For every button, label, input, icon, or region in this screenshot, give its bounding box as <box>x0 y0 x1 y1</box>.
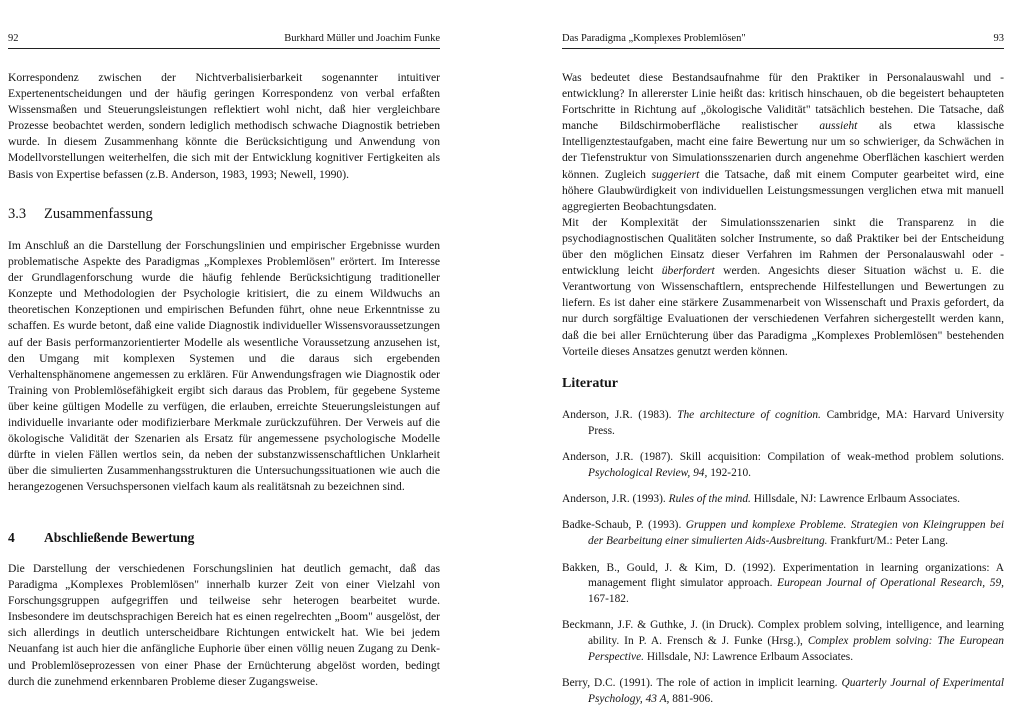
reference-text: Anderson, J.R. (1987). Skill acquisition: Compilation of weak-method problem solutions. <box>562 451 1004 464</box>
paragraph-complexity <box>562 215 1004 360</box>
reference-publisher: Frankfurt/M.: Peter Lang. <box>827 535 949 548</box>
reference-publisher: 881-906. <box>669 693 714 706</box>
reference-text: Beckmann, J.F. & Guthke, J. (in Druck). Complex problem solving, intelligence, and learning ability. In P. A. Frensch & J. Funke (Hrsg.), <box>562 619 1004 648</box>
reference-item <box>562 492 1004 508</box>
reference-title: The architecture of cognition. <box>677 409 821 421</box>
reference-text: Anderson, J.R. (1983). <box>562 409 678 421</box>
literature-heading: Literatur <box>562 376 618 391</box>
section-title-3-3: Zusammenfassung <box>44 206 153 222</box>
section-3-3 <box>8 206 440 223</box>
section-heading-4 <box>8 530 440 546</box>
section-number-3-3: 3.3 <box>8 206 27 222</box>
section-4-body: Die Darstellung der verschiedenen Forschungslinien hat deutlich gemacht, daß das Paradigma „Komplexes Problemlösen" innerhalb kurzer Zeit von einer Vielzahl von Forschungsgruppen aufgegriffen und teilweise sehr heterogen bearbeitet wurde. Insbesondere im deutschsprachigen Bereich hat es einen regelrechten „Boom" ausgelöst, der sich allerdings in deutlich unterscheidbare Richtungen entwickelt hat. Wie bei jedem Neuanfang ist auch hier die anfängliche Euphorie über einen völlig neuen Zugang zu Denk- und Problemlöseprozessen von einer Phase der Ernüchterung abgelöst worden, bedingt durch die zunehmend erkennbaren Probleme dieser Zugangsweise. <box>8 562 440 688</box>
section-4-body-block <box>8 561 440 690</box>
section-number-4: 4 <box>8 530 15 545</box>
reference-publisher: Hillsdale, NJ: Lawrence Erlbaum Associates. <box>750 493 960 506</box>
reference-item <box>562 618 1004 665</box>
right-body-block <box>562 70 1004 360</box>
section-3-3-body-block <box>8 238 440 496</box>
reference-text: Anderson, J.R. (1993). <box>562 493 669 506</box>
section-3-3-body: Im Anschluß an die Darstellung der Forschungslinien und empirischer Ergebnisse wurden problematische Aspekte des Paradigmas „Komplexes Problemlösen" erörtert. Im Interesse der Grundlagenforschung wurde die häufig fehlende Berücksichtigung traditioneller Konzepte und Methodologien der Psychologie kritisiert, die zu einem Wildwuchs an theoretischen Konzeptionen und empirischen Befunden führt, ohne neue Erkenntnisse zu schaffen. Es wurde betont, daß eine valide Diagnostik individueller Wissensvoraussetzungen auf der Basis performanzorientierter Modelle als wesentliche Voraussetzung anzusehen ist, den Umgang mit komplexen Systemen und die daraus sich ergebenden Verhaltensphänomene angemessen zu erklären. Für Anwendungsfragen wie Diagnostik oder Training von Problemlösefähigkeit ergibt sich daraus das Problem, für gegebene Systeme über keine gültigen Modelle zu verfügen, die erlauben, erreichte Steuerungsleistungen auf individuelle invariante oder modifizierbare Merkmale zurückzuführen. Der Verweis auf die ökologische Validität der Szenarien als Ersatz für angemessene psychologische Modelle dürfte in vielen Fällen wertlos sein, da neben der substanzwissenschaftlichen Unklarheit über die simulierten Zusammenhangsstrukturen die Untersuchungssituationen wie auch die herangezogenen Versuchspersonen vielfach kaum als realitätsnah zu bezeichnen sind. <box>8 239 440 494</box>
reference-title: Gruppen und komplexe Probleme. Strategien von Kleingruppen bei der Bearbeitung einer simulierten Aids-Ausbreitung. <box>588 519 1004 548</box>
reference-item <box>562 408 1004 440</box>
reference-title: Rules of the mind. <box>668 493 751 506</box>
emphasis-aussieht: aussieht <box>819 119 858 133</box>
paragraph-practitioner-a: Was bedeutet diese Bestandsaufnahme für den Praktiker in Personalauswahl und -entwicklung? In allererster Linie heißt das: kritisch hinschauen, ob die begeistert behaupteten Fortschritte in Richtung auf „ökologische Validität" tatsächlich bestehen. Die Tatsache, daß manche Bildschirmoberfläche realistischer <box>562 71 1004 133</box>
paragraph-complexity-a: Mit der Komplexität der Simulationsszenarien sinkt die Transparenz in die psychodiagnostischen Qualitäten solcher Instrumente, so daß Praktiker bei der Entscheidung über den möglichen Einsatz dieser Verfahren im Rahmen der Personalauswahl oder -entwicklung leicht <box>562 215 1004 278</box>
emphasis-ueberfordert: überfordert <box>661 264 715 278</box>
literature-heading-block <box>562 376 1004 392</box>
reference-publisher: 167-182. <box>588 593 629 606</box>
paragraph-intro-block <box>8 70 440 183</box>
reference-item <box>562 676 1004 708</box>
paragraph-practitioner-b: als etwa klassische Intelligenztestaufgaben, macht eine faire Bewertung nur um so schwieriger, da Schwächen in der Tiefenstruktur von Simulationsszenarien durch angenehme Oberflächen kaschiert werden können. Zugleich <box>562 119 1004 181</box>
reference-publisher: Cambridge, MA: Harvard University Press. <box>588 409 1005 437</box>
reference-item <box>562 450 1004 482</box>
reference-title: Psychological Review, 94, <box>588 466 708 479</box>
paragraph-complexity-b: werden. Angesichts dieser Situation wächst u. E. die Verantwortung von Wissenschaftlern, entsprechende Hilfestellungen und Bewertungen zu liefern. Es ist daher eine stärkere Zusammenarbeit von Wissenschaft und Praxis gefordert, da nur durch sorgfältige Evaluationen der verschiedenen Verfahren sichergestellt werden kann, daß die bei aller Ernüchterung über das Paradigma „Komplexes Problemlösen" bestehenden Vorteile dieses Ansatzes genutzt werden können. <box>562 264 1004 358</box>
section-4 <box>8 530 440 546</box>
paragraph-intro: Korrespondenz zwischen der Nichtverbalisierbarkeit sogenannter intuitiver Expertenentscheidungen und der häufig geringen Korrespondenz von verbal erfaßten Wissensmaßen und Steuerungsleistungen reflektiert wohl nicht, daß hier vergleichbare Prozesse beobachtet werden, sondern lediglich methodisch schwache Diagnostik betrieben wurde. In diesem Zusammenhang könnte die Berücksichtigung und Anwendung von Modellvorstellungen weiterhelfen, die sich mit der Entwicklung kognitiver Fertigkeiten als Basis von Expertise befassen (z.B. Anderson, 1983, 1993; Newell, 1990). <box>8 71 440 181</box>
running-head-right <box>562 33 1004 49</box>
reference-publisher: 192-210. <box>707 466 752 479</box>
running-title-left: Burkhard Müller und Joachim Funke <box>284 33 440 44</box>
reference-title: Quarterly Journal of Experimental Psychology, 43 A, <box>588 677 1004 706</box>
reference-text: Berry, D.C. (1991). The role of action in implicit learning. <box>562 677 842 690</box>
reference-list <box>562 408 1004 708</box>
paragraph-practitioner-c: die Tatsache, daß mit einem Computer gearbeitet wird, eine höhere Glaubwürdigkeit von individuellen Leistungsmessungen verglichen etwa mit manuell aggregierten Beobachtungsdaten. <box>562 167 1004 213</box>
emphasis-suggeriert: suggeriert <box>651 167 700 181</box>
running-head-left <box>8 33 440 49</box>
page-number-right: 93 <box>993 33 1004 44</box>
reference-title: European Journal of Operational Research, 59, <box>777 577 1004 590</box>
reference-item <box>562 561 1004 608</box>
reference-title: Complex problem solving: The European Perspective. <box>588 635 1004 664</box>
page-number-left: 92 <box>8 33 19 44</box>
reference-item <box>562 518 1004 550</box>
reference-publisher: Hillsdale, NJ: Lawrence Erlbaum Associates. <box>643 651 854 664</box>
paragraph-practitioner <box>562 70 1004 215</box>
section-title-4: Abschließende Bewertung <box>44 530 195 545</box>
reference-text: Badke-Schaub, P. (1993). <box>562 519 686 532</box>
section-heading-3-3 <box>8 206 440 223</box>
running-title-right: Das Paradigma „Komplexes Problemlösen" <box>562 33 746 44</box>
references-block <box>562 408 1004 718</box>
reference-text: Bakken, B., Gould, J. & Kim, D. (1992). Experimentation in learning organizations: A management flight simulator approach. <box>562 561 1004 590</box>
right-page <box>512 0 1024 719</box>
